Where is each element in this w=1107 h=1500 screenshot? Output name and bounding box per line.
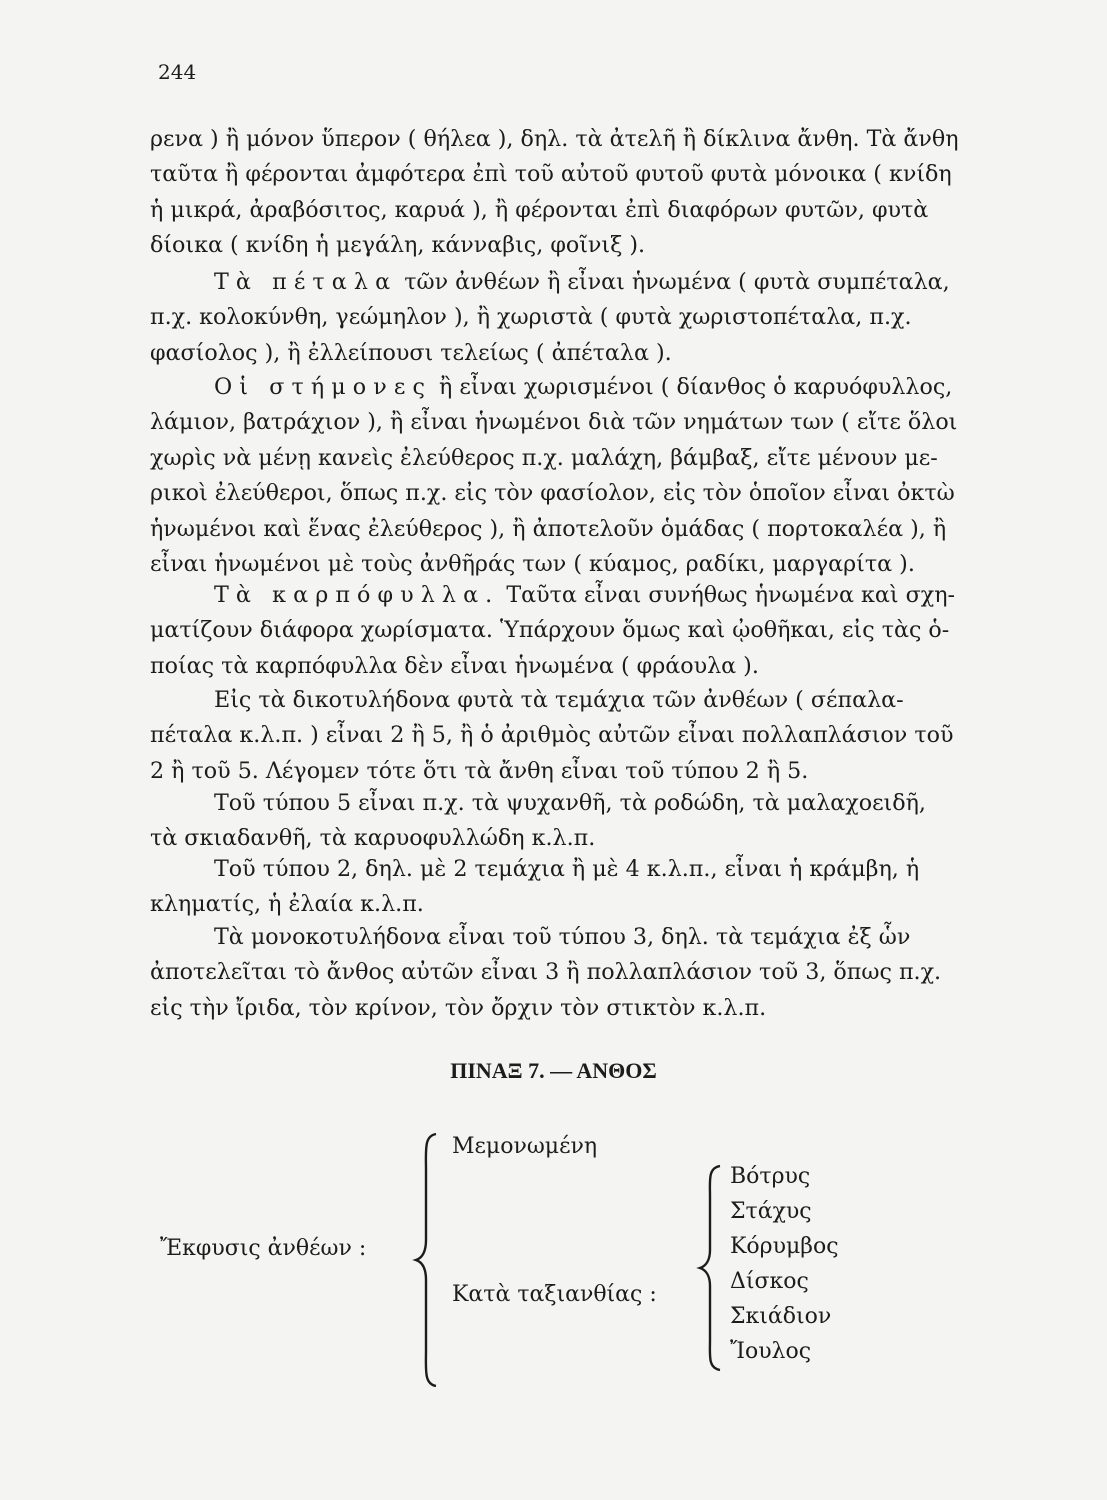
- text-line: ματίζουν διάφορα χωρίσματα. Ὑπάρχουν ὅμως καὶ ᾠοθῆκαι, εἰς τὰς ὁ-: [150, 617, 950, 644]
- text-line: 2 ἢ τοῦ 5. Λέγομεν τότε ὅτι τὰ ἄνθη εἶναι τοῦ τύπου 2 ἢ 5.: [150, 757, 809, 784]
- paragraph-carpels: [150, 578, 1010, 684]
- text-line-rest: Ταῦτα εἶναι συνήθως ἡνωμένα καὶ σχη-: [499, 582, 956, 608]
- text-line: λάμιον, βατράχιον ), ἢ εἶναι ἡνωμένοι διὰ τῶν νημάτων των ( εἴτε ὅλοι: [150, 409, 958, 436]
- text-line: εἰς τὴν ἴριδα, τὸν κρίνον, τὸν ὄρχιν τὸν στικτὸν κ.λ.π.: [150, 994, 767, 1021]
- paragraph-type-5: [150, 786, 1010, 857]
- paragraph-monocotyledons: [150, 920, 1010, 1026]
- text-line: Τοῦ τύπου 2, δηλ. μὲ 2 τεμάχια ἢ μὲ 4 κ.λ.π., εἶναι ἡ κράμβη, ἡ: [214, 856, 920, 882]
- text-line: ταῦτα ἢ φέρονται ἀμφότερα ἐπὶ τοῦ αὐτοῦ φυτοῦ φυτὰ μόνοικα ( κνίδη: [150, 161, 952, 188]
- paragraph-petals: [150, 265, 1010, 371]
- text-line: φασίολος ), ἢ ἐλλείπουσι τελείως ( ἀπέταλα ).: [150, 339, 672, 366]
- text-line: χωρὶς νὰ μένῃ κανεὶς ἐλεύθερος π.χ. μαλάχη, βάμβαξ, εἴτε μένουν με-: [150, 444, 938, 471]
- text-line: [150, 265, 1010, 300]
- text-line: [150, 578, 1010, 613]
- text-line: π.χ. κολοκύνθη, γεώμηλον ), ἢ χωριστὰ ( φυτὰ χωριστοπέταλα, π.χ.: [150, 304, 912, 331]
- text-line: ἡ μικρά, ἀραβόσιτος, καρυά ), ἢ φέρονται ἐπὶ διαφόρων φυτῶν, φυτὰ: [150, 196, 929, 223]
- text-line: Τὰ μονοκοτυλήδονα εἶναι τοῦ τύπου 3, δηλ. τὰ τεμάχια ἐξ ὧν: [214, 924, 911, 950]
- table-root-label: Ἔκφυσις ἀνθέων :: [160, 1236, 367, 1261]
- text-line: τὰ σκιαδανθῆ, τὰ καρυοφυλλώδη κ.λ.π.: [150, 825, 596, 852]
- inflorescence-item: Κόρυμβος: [730, 1234, 839, 1259]
- inflorescence-item: Ἴουλος: [730, 1339, 812, 1364]
- paragraph-type-2: [150, 852, 1010, 923]
- text-line: κληματίς, ἡ ἐλαία κ.λ.π.: [150, 891, 424, 918]
- paragraph-dicotyledons: [150, 683, 1010, 789]
- page-number: 244: [158, 60, 197, 84]
- text-line-rest: ἢ εἶναι χωρισμένοι ( δίανθος ὁ καρυόφυλλος,: [432, 374, 953, 400]
- inflorescence-item: Σκιάδιον: [730, 1304, 832, 1329]
- right-brace: [696, 1162, 726, 1374]
- inflorescence-item: Στάχυς: [730, 1199, 812, 1224]
- table-branch-inflorescence: Κατὰ ταξιανθίας :: [452, 1282, 657, 1307]
- inflorescence-item: Βότρυς: [730, 1164, 811, 1189]
- spaced-lead-term: Οἱ στήμονες: [214, 374, 432, 400]
- text-line: Εἰς τὰ δικοτυλήδονα φυτὰ τὰ τεμάχια τῶν ἀνθέων ( σέπαλα-: [214, 687, 904, 713]
- spaced-lead-term: Τὰ καρπόφυλλα.: [214, 582, 500, 608]
- text-line: ρικοὶ ἐλεύθεροι, ὅπως π.χ. εἰς τὸν φασίολον, εἰς τὸν ὁποῖον εἶναι ὀκτὼ: [150, 480, 955, 507]
- text-line-rest: τῶν ἀνθέων ἢ εἶναι ἡνωμένα ( φυτὰ συμπέταλα,: [397, 269, 950, 295]
- text-line: ρενα ) ἢ μόνον ὕπερον ( θήλεα ), δηλ. τὰ ἀτελῆ ἢ δίκλινα ἄνθη. Τὰ ἄνθη: [150, 126, 959, 152]
- left-brace: [412, 1130, 442, 1390]
- spaced-lead-term: Τὰ πέταλα: [214, 269, 398, 295]
- text-line: ἀποτελεῖται τὸ ἄνθος αὐτῶν εἶναι 3 ἢ πολλαπλάσιον τοῦ 3, ὅπως π.χ.: [150, 959, 942, 986]
- table-title: ΠΙΝΑΞ 7. — ΑΝΘΟΣ: [450, 1058, 657, 1083]
- text-line: πέταλα κ.λ.π. ) εἶναι 2 ἢ 5, ἢ ὁ ἀριθμὸς αὐτῶν εἶναι πολλαπλάσιον τοῦ: [150, 722, 954, 749]
- text-line: δίοικα ( κνίδη ἡ μεγάλη, κάνναβις, φοῖνιξ ).: [150, 232, 646, 259]
- inflorescence-item: Δίσκος: [730, 1269, 809, 1294]
- text-line: ποίας τὰ καρπόφυλλα δὲν εἶναι ἡνωμένα ( φράουλα ).: [150, 652, 759, 679]
- text-line: [150, 370, 1010, 405]
- text-line: εἶναι ἡνωμένοι μὲ τοὺς ἀνθῆράς των ( κύαμος, ραδίκι, μαργαρίτα ).: [150, 551, 915, 578]
- text-line: Τοῦ τύπου 5 εἶναι π.χ. τὰ ψυχανθῆ, τὰ ροδώδη, τὰ μαλαχοειδῆ,: [214, 790, 926, 816]
- text-line: ἡνωμένοι καὶ ἕνας ἐλεύθερος ), ἢ ἀποτελοῦν ὁμάδας ( πορτοκαλέα ), ἢ: [150, 515, 947, 542]
- paragraph-stamens: [150, 370, 1010, 582]
- paragraph-flower-sexes: [150, 122, 1010, 264]
- table-branch-single: Μεμονωμένη: [452, 1134, 598, 1159]
